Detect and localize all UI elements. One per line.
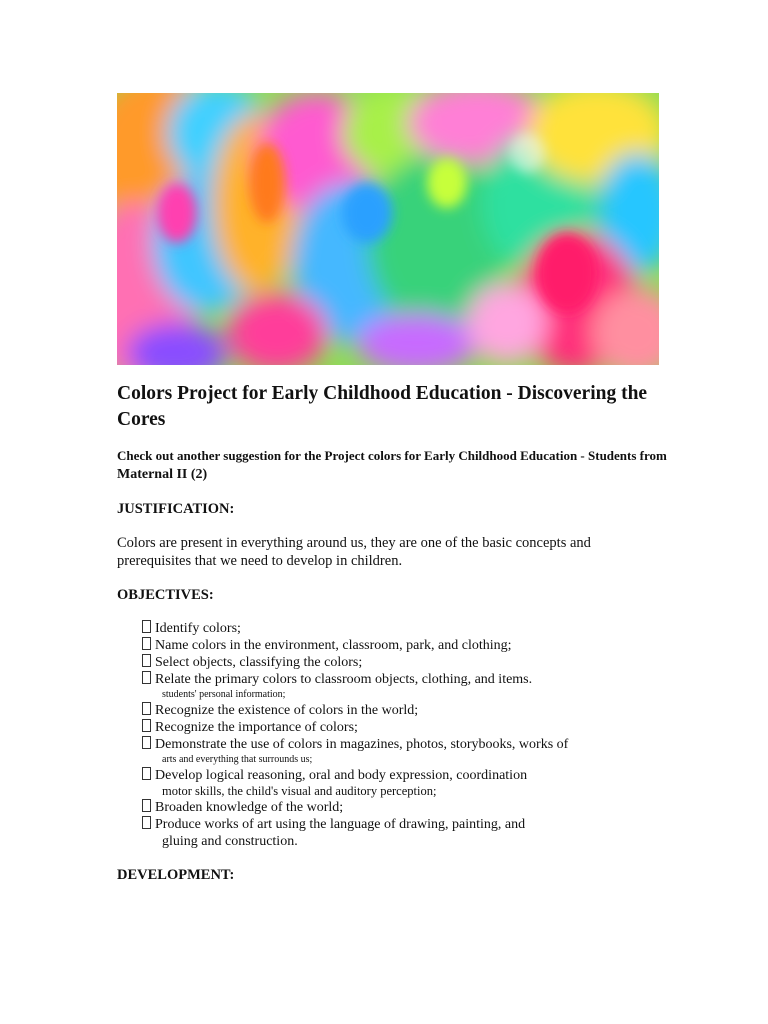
list-item xyxy=(142,620,682,637)
objective-text: Recognize the importance of colors; xyxy=(155,720,358,735)
objectives-list xyxy=(117,620,682,850)
checkbox-icon xyxy=(142,637,151,650)
color-powder-illustration xyxy=(117,93,659,365)
justification-heading: JUSTIFICATION: xyxy=(117,501,235,517)
list-item xyxy=(142,671,682,702)
list-item xyxy=(142,702,682,719)
justification-text: Colors are present in everything around us, they are one of the basic concepts and prerequisites that we need to develop in children. xyxy=(117,535,591,569)
subtitle-tail: Maternal II (2) xyxy=(117,467,208,482)
list-item xyxy=(142,637,682,654)
subtitle-main: Check out another suggestion for the Project colors for Early Childhood Education - Students from xyxy=(117,448,667,463)
objective-continuation: students' personal information; xyxy=(162,689,286,700)
checkbox-icon xyxy=(142,671,151,684)
checkbox-icon xyxy=(142,702,151,715)
list-item xyxy=(142,719,682,736)
objective-continuation: motor skills, the child's visual and auditory perception; xyxy=(162,784,437,798)
list-item xyxy=(142,767,682,799)
objective-text: Broaden knowledge of the world; xyxy=(155,800,344,815)
list-item xyxy=(142,799,682,816)
list-item xyxy=(142,736,682,767)
objective-text: Relate the primary colors to classroom objects, clothing, and items. xyxy=(155,672,533,687)
objective-text: Name colors in the environment, classroom, park, and clothing; xyxy=(155,638,512,653)
objective-continuation: arts and everything that surrounds us; xyxy=(162,754,313,765)
hero-image xyxy=(117,93,659,365)
checkbox-icon xyxy=(142,719,151,732)
objective-text: Select objects, classifying the colors; xyxy=(155,655,363,670)
objective-text: Recognize the existence of colors in the world; xyxy=(155,703,419,718)
objective-text: Develop logical reasoning, oral and body expression, coordination xyxy=(155,768,528,783)
objective-text: Demonstrate the use of colors in magazines, photos, storybooks, works of xyxy=(155,737,569,752)
objective-text: Identify colors; xyxy=(155,621,241,636)
checkbox-icon xyxy=(142,736,151,749)
objective-continuation: gluing and construction. xyxy=(162,834,298,849)
checkbox-icon xyxy=(142,816,151,829)
checkbox-icon xyxy=(142,767,151,780)
document-subtitle xyxy=(117,447,682,484)
checkbox-icon xyxy=(142,799,151,812)
development-heading: DEVELOPMENT: xyxy=(117,867,235,883)
checkbox-icon xyxy=(142,654,151,667)
document-title: Colors Project for Early Childhood Education - Discovering the Cores xyxy=(117,383,648,430)
checkbox-icon xyxy=(142,620,151,633)
list-item xyxy=(142,816,682,850)
list-item xyxy=(142,654,682,671)
objectives-heading: OBJECTIVES: xyxy=(117,587,214,603)
objective-text: Produce works of art using the language of drawing, painting, and xyxy=(155,817,526,832)
document-page xyxy=(117,93,682,884)
